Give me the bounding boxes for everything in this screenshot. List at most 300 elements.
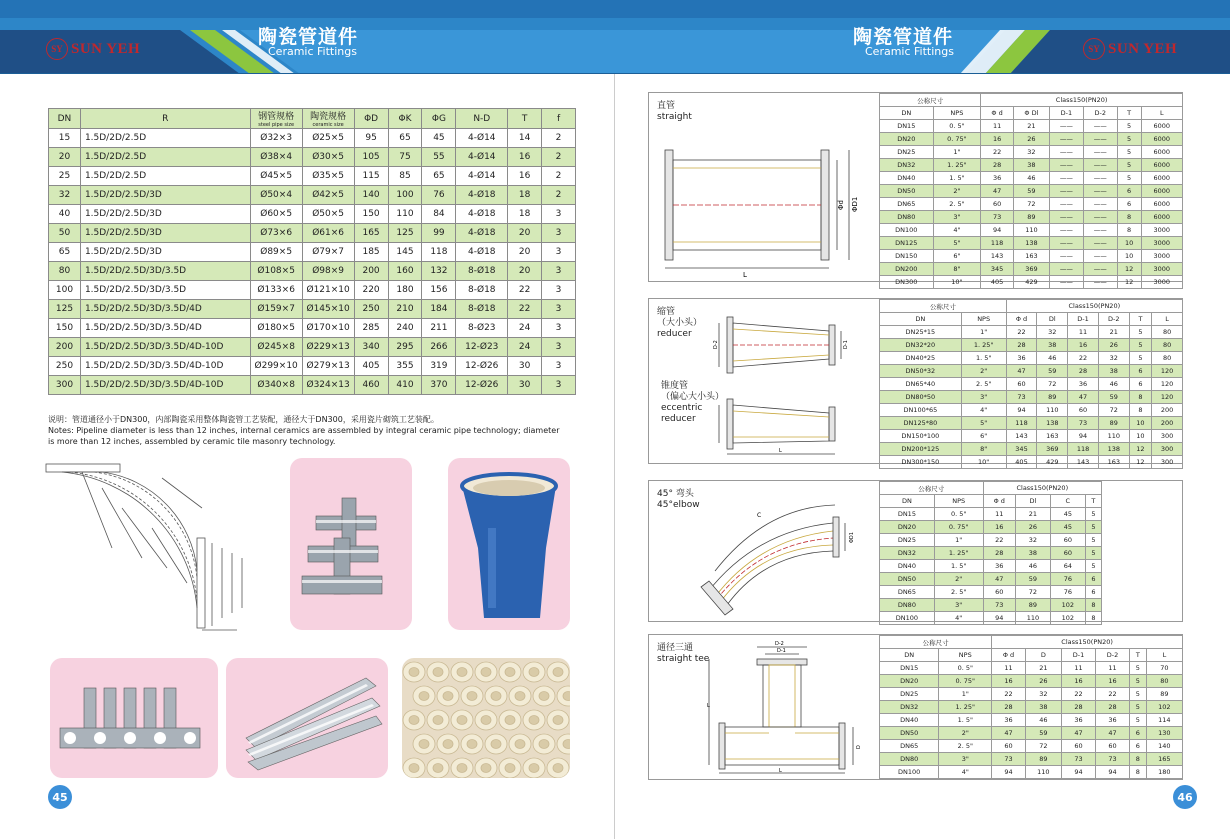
table-cell: 22 xyxy=(981,146,1014,159)
table-cell: 4-Ø18 xyxy=(456,243,508,262)
table-cell: 76 xyxy=(1050,586,1085,599)
table-cell: 89 xyxy=(1025,753,1061,766)
section-label: 通径三通 straight tee xyxy=(657,643,710,664)
table-cell: Ø61×6 xyxy=(302,224,354,243)
table-cell: 355 xyxy=(388,357,422,376)
col-header: T xyxy=(1085,495,1101,508)
table-cell: 26 xyxy=(1025,675,1061,688)
table-cell: 89 xyxy=(1037,391,1068,404)
col-header: L xyxy=(1141,107,1182,120)
table-cell: Ø299×10 xyxy=(250,357,302,376)
table-cell: 5 xyxy=(1130,662,1147,675)
ceramic-rings-image xyxy=(402,658,570,778)
table-cell: —— xyxy=(1083,250,1117,263)
table-cell: 16 xyxy=(1095,675,1129,688)
table-cell: 110 xyxy=(1098,430,1129,443)
ceramic-ring-hole xyxy=(539,692,549,701)
table-cell: DN100*65 xyxy=(880,404,962,417)
table-cell: —— xyxy=(1049,276,1083,289)
table-cell: 65 xyxy=(388,129,422,148)
table-cell: 21 xyxy=(1015,508,1050,521)
table-cell: 6" xyxy=(961,430,1006,443)
table-cell: 80 xyxy=(1146,675,1182,688)
table-cell: 14 xyxy=(508,129,542,148)
table-cell: DN32 xyxy=(880,547,935,560)
col-header: Dl xyxy=(1037,313,1068,326)
table-row xyxy=(49,243,576,262)
table-row xyxy=(880,430,1183,443)
table-cell: DN300*150 xyxy=(880,456,962,469)
section-label: 直管 straight xyxy=(657,101,692,122)
table-cell: DN65 xyxy=(880,740,939,753)
table-cell: 2. 5" xyxy=(933,198,981,211)
table-cell: 46 xyxy=(1013,172,1049,185)
table-cell: 118 xyxy=(1068,443,1099,456)
table-cell: —— xyxy=(1083,146,1117,159)
table-cell: 120 xyxy=(1152,365,1183,378)
reducer-drawing xyxy=(711,309,881,459)
table-cell: 46 xyxy=(1098,378,1129,391)
table-cell: Ø79×7 xyxy=(302,243,354,262)
table-cell: DN65 xyxy=(880,198,934,211)
table-cell: 143 xyxy=(981,250,1014,263)
table-cell: 36 xyxy=(1006,352,1037,365)
table-cell: 36 xyxy=(1095,714,1129,727)
table-cell: 36 xyxy=(1068,378,1099,391)
table-row xyxy=(880,599,1102,612)
product-photo-ceramic-rings xyxy=(402,658,570,778)
col-header: 陶瓷规格 ceramic size xyxy=(302,109,354,129)
table-cell: Ø42×5 xyxy=(302,186,354,205)
table-cell: 36 xyxy=(1061,714,1095,727)
ceramic-ring-hole xyxy=(433,668,443,677)
class-header: Class150(PN20) xyxy=(992,636,1183,649)
table-row xyxy=(880,146,1183,159)
table-row xyxy=(880,120,1183,133)
table-cell: 84 xyxy=(422,205,456,224)
table-cell: 8 xyxy=(1085,599,1101,612)
table-cell: 156 xyxy=(422,281,456,300)
note-zh: 说明：管道通径小于DN300，内部陶瓷采用整体陶瓷管工艺装配，通径大于DN300，采用瓷片砌筑工艺装配。 xyxy=(48,415,439,424)
table-cell: 20 xyxy=(508,262,542,281)
table-cell: DN50 xyxy=(880,185,934,198)
table-cell: 11 xyxy=(1061,662,1095,675)
ceramic-ring-hole xyxy=(505,716,515,725)
table-cell: 72 xyxy=(1013,198,1049,211)
table-cell: 405 xyxy=(981,276,1014,289)
table-cell: 12 xyxy=(1129,443,1152,456)
table-cell: —— xyxy=(1049,159,1083,172)
table-row xyxy=(880,662,1183,675)
table-cell: DN80 xyxy=(880,599,935,612)
ceramic-ring-hole xyxy=(563,740,570,749)
group-header-row xyxy=(880,482,1102,495)
table-cell: 80 xyxy=(1152,352,1183,365)
col-header-row xyxy=(880,107,1183,120)
table-cell: 72 xyxy=(1025,740,1061,753)
table-cell: 118 xyxy=(981,237,1014,250)
straight-pipes-image xyxy=(226,658,388,778)
ceramic-ring-hole xyxy=(553,764,563,773)
table-cell: 180 xyxy=(388,281,422,300)
table-cell: 32 xyxy=(1015,534,1050,547)
table-cell: 184 xyxy=(422,300,456,319)
table-cell: 73 xyxy=(1095,753,1129,766)
table-cell: 24 xyxy=(508,338,542,357)
group-header-row xyxy=(880,94,1183,107)
brand-name: SUN YEH xyxy=(71,40,141,57)
table-cell: 143 xyxy=(1068,456,1099,469)
table-cell: 60 xyxy=(1095,740,1129,753)
table-cell: 89 xyxy=(1098,417,1129,430)
table-cell: 1.5D/2D/2.5D xyxy=(80,129,250,148)
table-row xyxy=(49,205,576,224)
table-cell: 59 xyxy=(1025,727,1061,740)
table-cell: 65 xyxy=(49,243,81,262)
ceramic-ring-hole xyxy=(409,764,419,773)
col-header: Φ d xyxy=(992,649,1026,662)
table-cell: 60 xyxy=(1061,740,1095,753)
table-cell: Ø133×6 xyxy=(250,281,302,300)
table-row xyxy=(880,237,1183,250)
table-cell: 73 xyxy=(981,211,1014,224)
table-cell: 22 xyxy=(1061,688,1095,701)
table-cell: 12-Ø23 xyxy=(456,338,508,357)
class-header: Class150(PN20) xyxy=(1006,300,1182,313)
table-cell: 38 xyxy=(1015,547,1050,560)
table-cell: 30 xyxy=(508,357,542,376)
ceramic-ring-hole xyxy=(409,716,419,725)
table-row xyxy=(880,276,1183,289)
brand-name: SUN YEH xyxy=(1108,40,1178,57)
table-cell: —— xyxy=(1083,133,1117,146)
right-page xyxy=(615,0,1230,839)
ceramic-ring-hole xyxy=(563,692,570,701)
table-row xyxy=(49,281,576,300)
dim-label: D-2 xyxy=(713,340,719,349)
tee-spec-table xyxy=(879,635,1183,779)
table-cell: Ø50×4 xyxy=(250,186,302,205)
table-row xyxy=(49,148,576,167)
table-cell: 340 xyxy=(354,338,388,357)
table-cell: 250 xyxy=(354,300,388,319)
col-header: DN xyxy=(880,495,935,508)
table-cell: 8" xyxy=(933,263,981,276)
table-cell: 165 xyxy=(354,224,388,243)
table-cell: 4" xyxy=(939,766,992,779)
table-cell: 6000 xyxy=(1141,172,1182,185)
table-cell: 12 xyxy=(1129,456,1152,469)
table-cell: —— xyxy=(1083,224,1117,237)
col-header: Φ Dl xyxy=(1013,107,1049,120)
table-cell: —— xyxy=(1049,120,1083,133)
straight-pipe-drawing xyxy=(657,138,877,278)
table-cell: 16 xyxy=(983,521,1015,534)
ceramic-ring-hole xyxy=(529,716,539,725)
table-cell: 8-Ø18 xyxy=(456,262,508,281)
table-cell: 8-Ø23 xyxy=(456,319,508,338)
table-cell: 6000 xyxy=(1141,120,1182,133)
col-header: NPS xyxy=(939,649,992,662)
page-title-zh: 陶瓷管道件 xyxy=(853,26,954,48)
table-cell: 5 xyxy=(1117,172,1141,185)
col-header: D-2 xyxy=(1095,649,1129,662)
table-cell: 3000 xyxy=(1141,263,1182,276)
table-cell: —— xyxy=(1049,224,1083,237)
col-header: D-1 xyxy=(1049,107,1083,120)
table-cell: 32 xyxy=(1098,352,1129,365)
table-cell: 38 xyxy=(1025,701,1061,714)
table-cell: 3000 xyxy=(1141,276,1182,289)
table-cell: 8-Ø18 xyxy=(456,281,508,300)
table-cell: 12 xyxy=(1117,263,1141,276)
dim-label: C xyxy=(757,512,762,519)
table-cell: Ø38×4 xyxy=(250,148,302,167)
table-cell: 150 xyxy=(354,205,388,224)
table-row xyxy=(880,521,1102,534)
table-cell: 11 xyxy=(983,508,1015,521)
table-cell: 47 xyxy=(981,185,1014,198)
ceramic-ring-hole xyxy=(529,764,539,773)
table-cell: 138 xyxy=(1037,417,1068,430)
table-cell: 80 xyxy=(1152,339,1183,352)
table-cell: 6 xyxy=(1130,727,1147,740)
table-cell: DN100 xyxy=(880,612,935,625)
table-cell: 3000 xyxy=(1141,237,1182,250)
table-cell: 0. 5" xyxy=(934,508,983,521)
table-cell: Ø89×5 xyxy=(250,243,302,262)
ceramic-ring-hole xyxy=(481,716,491,725)
table-cell: 94 xyxy=(992,766,1026,779)
col-header: T xyxy=(508,109,542,129)
table-cell: 2. 5" xyxy=(961,378,1006,391)
right-banner xyxy=(615,0,1230,74)
table-cell: 4" xyxy=(933,224,981,237)
col-header: ΦK xyxy=(388,109,422,129)
table-cell: 45 xyxy=(1050,508,1085,521)
table-cell: 73 xyxy=(1068,417,1099,430)
table-row xyxy=(880,133,1183,146)
ceramic-ring-hole xyxy=(419,740,429,749)
table-cell: 1. 25" xyxy=(933,159,981,172)
table-cell: 6 xyxy=(1129,378,1152,391)
table-cell: DN40*25 xyxy=(880,352,962,365)
table-cell: 5 xyxy=(1117,133,1141,146)
table-cell: 72 xyxy=(1037,378,1068,391)
table-row xyxy=(880,573,1102,586)
elbow-45-drawing xyxy=(695,501,875,619)
table-cell: 6 xyxy=(1085,573,1101,586)
ceramic-ring-hole xyxy=(467,740,477,749)
table-cell: 1. 5" xyxy=(961,352,1006,365)
table-cell: 5 xyxy=(1129,326,1152,339)
table-cell: 22 xyxy=(983,534,1015,547)
table-cell: 6 xyxy=(1117,198,1141,211)
table-cell: Ø279×13 xyxy=(302,357,354,376)
table-row xyxy=(880,714,1183,727)
table-cell: 32 xyxy=(1025,688,1061,701)
table-cell: 16 xyxy=(981,133,1014,146)
table-row xyxy=(880,172,1183,185)
page-title-en: Ceramic Fittings xyxy=(268,45,357,58)
col-header: Φ d xyxy=(983,495,1015,508)
col-header: ΦD xyxy=(354,109,388,129)
table-cell: 64 xyxy=(1050,560,1085,573)
table-cell: —— xyxy=(1049,133,1083,146)
table-cell: DN15 xyxy=(880,120,934,133)
table-cell: 369 xyxy=(1013,263,1049,276)
table-cell: 300 xyxy=(49,376,81,395)
table-cell: 15 xyxy=(49,129,81,148)
table-cell: 10 xyxy=(1129,430,1152,443)
table-row xyxy=(880,263,1183,276)
col-header: D-1 xyxy=(1068,313,1099,326)
table-cell: 11 xyxy=(1095,662,1129,675)
table-cell: 0. 75" xyxy=(934,521,983,534)
dim-label: D-1 xyxy=(777,648,786,654)
table-cell: Ø32×3 xyxy=(250,129,302,148)
table-cell: 143 xyxy=(1006,430,1037,443)
table-cell: DN25 xyxy=(880,688,939,701)
table-cell: 32 xyxy=(1013,146,1049,159)
table-cell: 0. 5" xyxy=(939,662,992,675)
table-row xyxy=(880,456,1183,469)
table-cell: 99 xyxy=(422,224,456,243)
table-cell: 73 xyxy=(992,753,1026,766)
table-cell: 6000 xyxy=(1141,198,1182,211)
table-cell: 3 xyxy=(542,224,576,243)
table-cell: DN25*15 xyxy=(880,326,962,339)
table-cell: Ø60×5 xyxy=(250,205,302,224)
table-cell: 8 xyxy=(1117,211,1141,224)
table-row xyxy=(49,338,576,357)
group-header: 公称尺寸 xyxy=(880,636,992,649)
table-cell: 8-Ø18 xyxy=(456,300,508,319)
dim-label: Φd xyxy=(837,200,845,210)
table-cell: 3 xyxy=(542,338,576,357)
table-cell: 160 xyxy=(388,262,422,281)
table-cell: 3 xyxy=(542,376,576,395)
table-cell: 59 xyxy=(1037,365,1068,378)
col-header: NPS xyxy=(934,495,983,508)
table-cell: 55 xyxy=(422,148,456,167)
table-cell: 3 xyxy=(542,357,576,376)
table-cell: Ø35×5 xyxy=(302,167,354,186)
table-cell: 20 xyxy=(508,224,542,243)
table-cell: 60 xyxy=(1050,534,1085,547)
table-cell: 28 xyxy=(1068,365,1099,378)
dim-label: L xyxy=(743,271,747,278)
table-row xyxy=(49,262,576,281)
table-cell: 46 xyxy=(1015,560,1050,573)
table-cell: 25 xyxy=(49,167,81,186)
table-cell: 94 xyxy=(1006,404,1037,417)
table-cell: 1.5D/2D/2.5D xyxy=(80,148,250,167)
table-cell: 1. 25" xyxy=(939,701,992,714)
product-photo-reducer xyxy=(448,458,570,630)
table-row xyxy=(880,352,1183,365)
col-header: D-1 xyxy=(1061,649,1095,662)
table-cell: 46 xyxy=(1025,714,1061,727)
table-cell: DN32 xyxy=(880,159,934,172)
table-cell: 22 xyxy=(508,281,542,300)
table-cell: 73 xyxy=(983,599,1015,612)
table-row xyxy=(880,766,1183,779)
table-cell: 1. 5" xyxy=(939,714,992,727)
table-cell: 59 xyxy=(1098,391,1129,404)
col-header: DN xyxy=(880,107,934,120)
table-cell: 6 xyxy=(1117,185,1141,198)
table-row xyxy=(49,300,576,319)
table-row xyxy=(880,378,1183,391)
table-cell: 5" xyxy=(933,237,981,250)
table-cell: Ø324×13 xyxy=(302,376,354,395)
table-cell: 65 xyxy=(422,167,456,186)
table-cell: Ø159×7 xyxy=(250,300,302,319)
table-cell: DN125 xyxy=(880,237,934,250)
table-cell: DN40 xyxy=(880,714,939,727)
dim-label: L xyxy=(779,448,782,454)
table-cell: 26 xyxy=(1098,339,1129,352)
col-header: f xyxy=(542,109,576,129)
group-header-row xyxy=(880,300,1183,313)
table-cell: 4-Ø18 xyxy=(456,205,508,224)
table-cell: DN80 xyxy=(880,753,939,766)
group-header: 公称尺寸 xyxy=(880,94,981,107)
table-cell: —— xyxy=(1049,146,1083,159)
table-cell: 60 xyxy=(1006,378,1037,391)
elbow-spec-table xyxy=(879,481,1102,625)
table-cell: 1.5D/2D/2.5D/3D/3.5D/4D xyxy=(80,319,250,338)
table-cell: Ø73×6 xyxy=(250,224,302,243)
table-cell: 2. 5" xyxy=(939,740,992,753)
table-cell: 28 xyxy=(1095,701,1129,714)
table-cell: 28 xyxy=(1006,339,1037,352)
table-row xyxy=(49,167,576,186)
table-cell: 120 xyxy=(1152,378,1183,391)
table-cell: 5 xyxy=(1117,159,1141,172)
table-cell: 3" xyxy=(939,753,992,766)
table-cell: 5 xyxy=(1130,688,1147,701)
table-cell: 1.5D/2D/2.5D/3D/3.5D xyxy=(80,262,250,281)
table-cell: 138 xyxy=(1013,237,1049,250)
table-cell: 150 xyxy=(49,319,81,338)
ceramic-ring-hole xyxy=(433,764,443,773)
table-cell: Ø108×5 xyxy=(250,262,302,281)
table-cell: 1.5D/2D/2.5D/3D/3.5D/4D-10D xyxy=(80,338,250,357)
table-cell: 6 xyxy=(1085,586,1101,599)
table-cell: 22 xyxy=(1068,352,1099,365)
table-cell: 94 xyxy=(981,224,1014,237)
table-cell: 1.5D/2D/2.5D/3D/3.5D/4D-10D xyxy=(80,357,250,376)
table-cell: 102 xyxy=(1050,599,1085,612)
ceramic-ring-hole xyxy=(457,764,467,773)
table-cell: 132 xyxy=(422,262,456,281)
table-cell: 200 xyxy=(354,262,388,281)
table-cell: 460 xyxy=(354,376,388,395)
table-row xyxy=(880,443,1183,456)
table-cell: 115 xyxy=(354,167,388,186)
table-cell: 5" xyxy=(961,417,1006,430)
table-cell: 4-Ø14 xyxy=(456,167,508,186)
table-cell: 2" xyxy=(934,573,983,586)
table-row xyxy=(880,365,1183,378)
table-cell: 300 xyxy=(1152,443,1183,456)
table-cell: 36 xyxy=(983,560,1015,573)
table-cell: 16 xyxy=(1068,339,1099,352)
table-cell: 80 xyxy=(49,262,81,281)
table-cell: 185 xyxy=(354,243,388,262)
